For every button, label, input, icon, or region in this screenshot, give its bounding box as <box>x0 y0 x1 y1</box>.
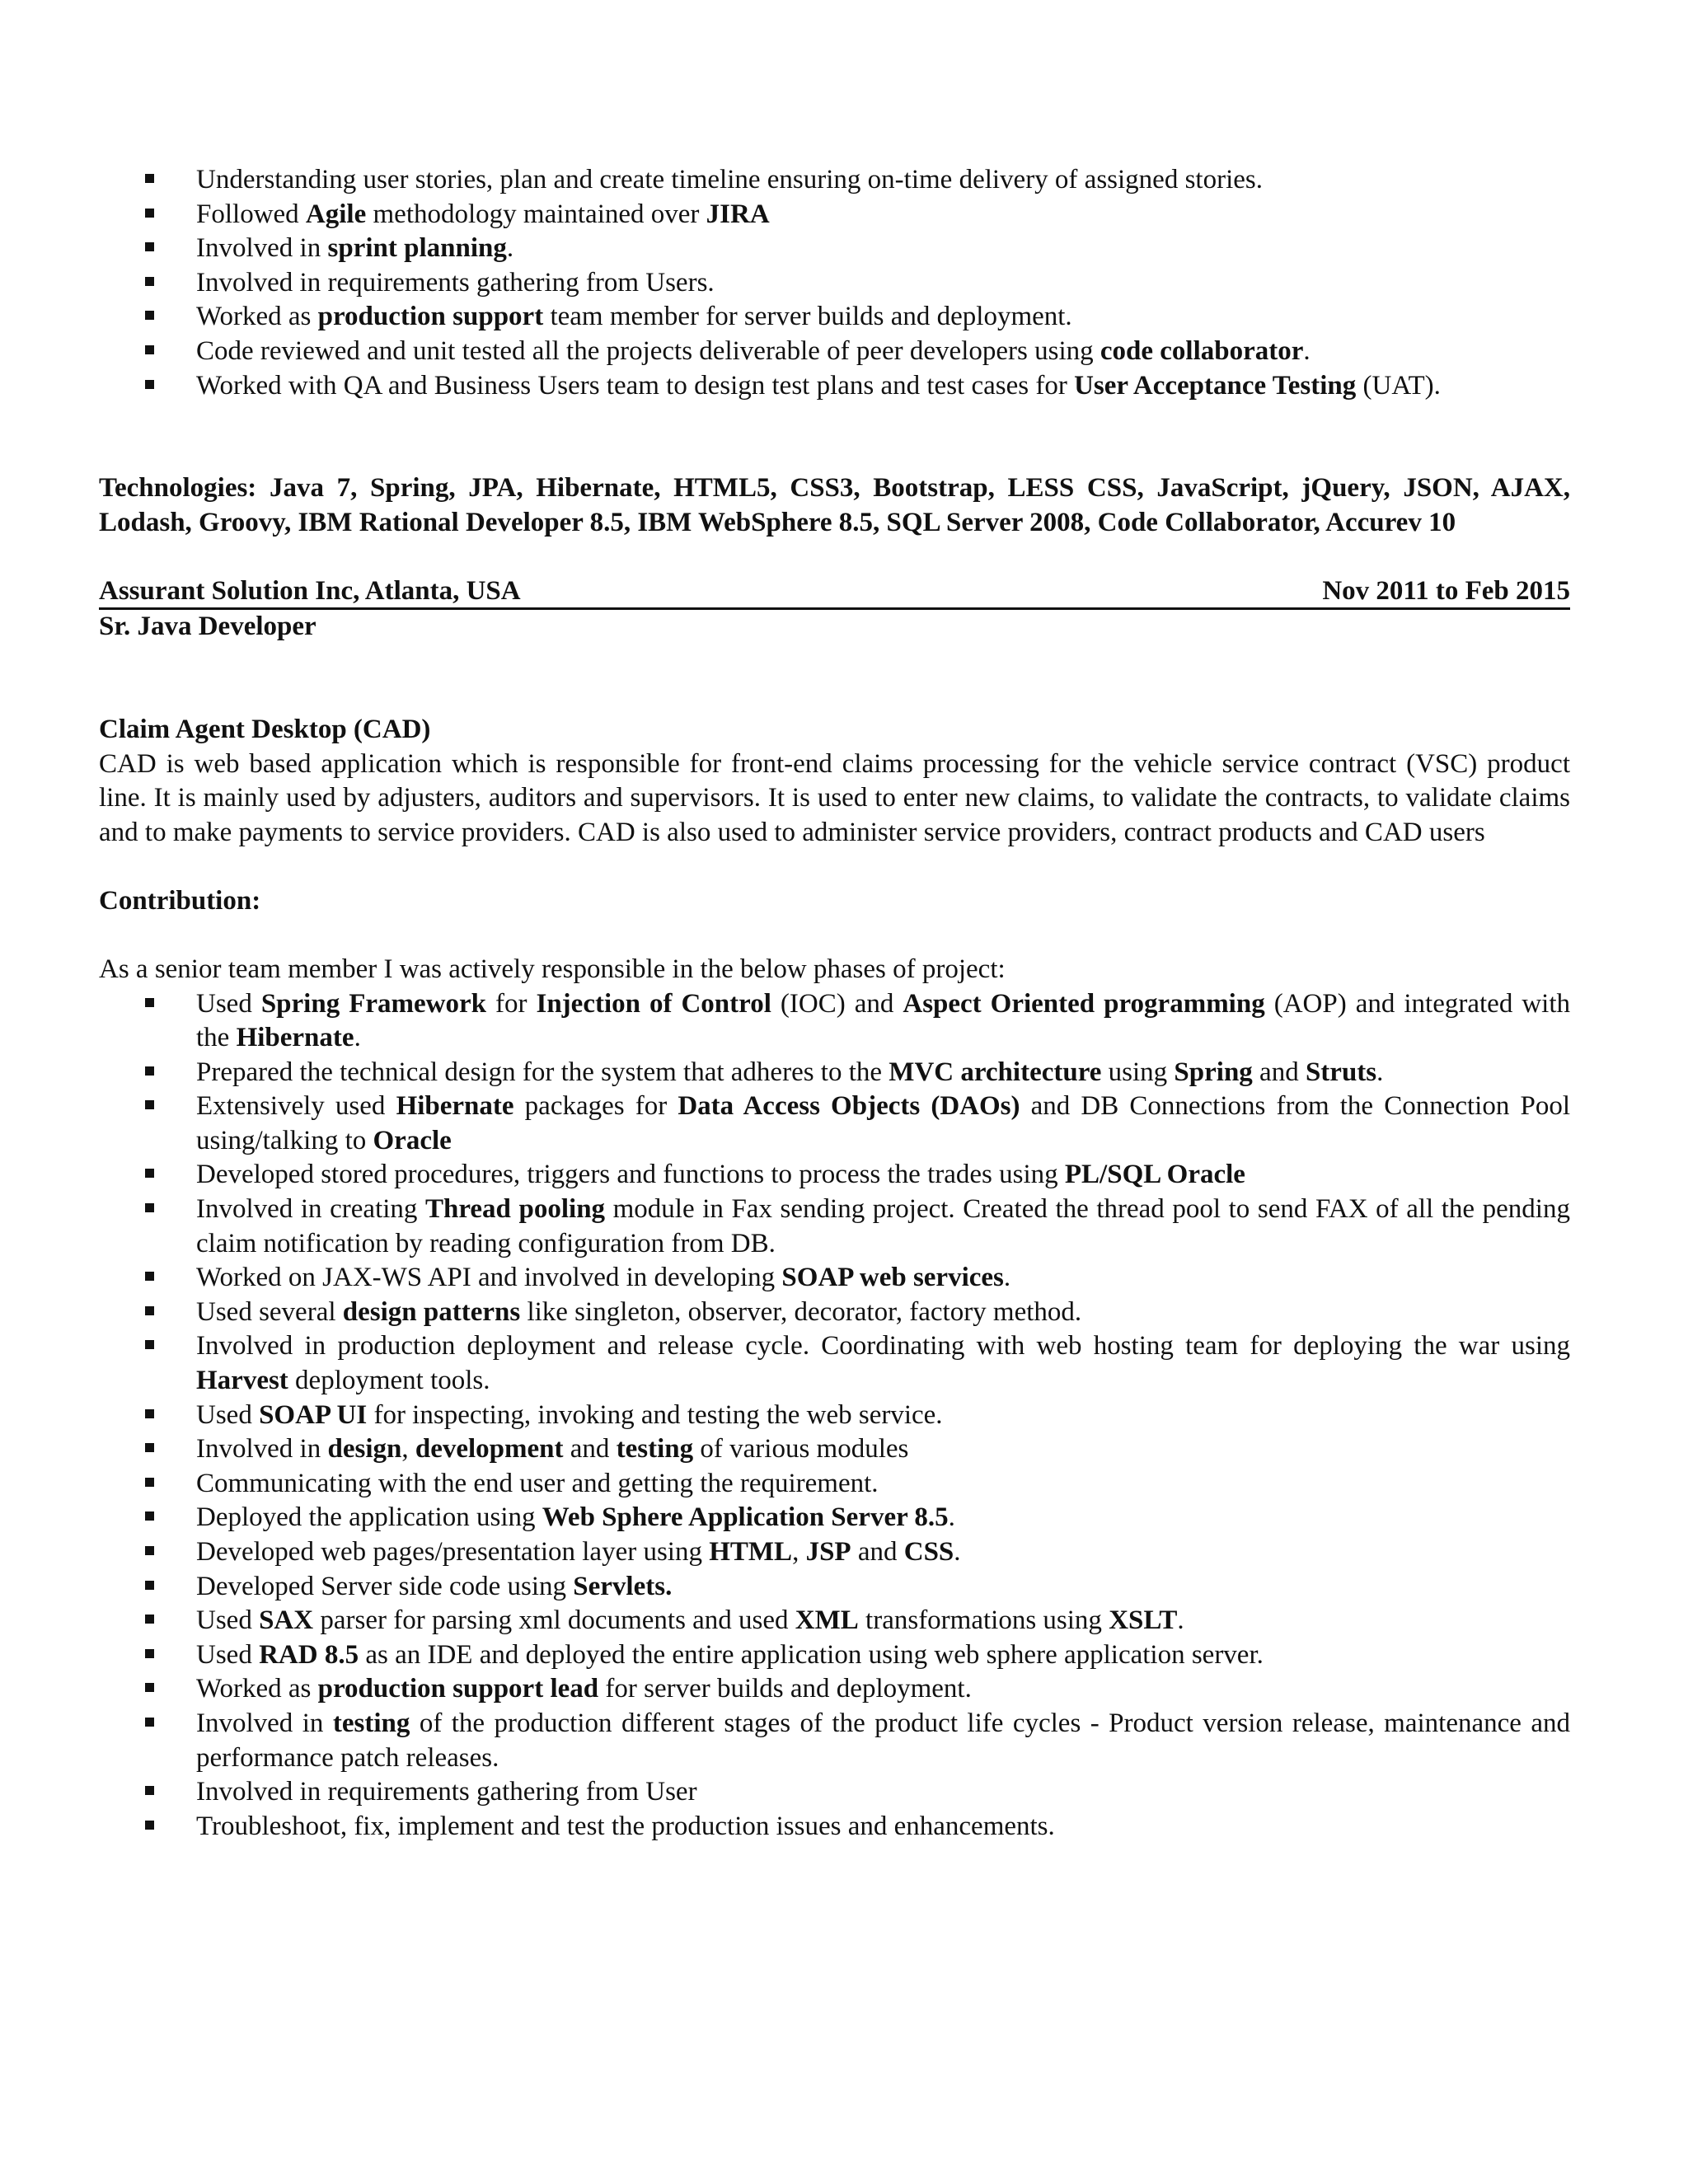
bold-text: Oracle <box>373 1125 452 1155</box>
list-item <box>196 232 1570 266</box>
list-item <box>196 369 1570 404</box>
text: Developed Server side code using <box>196 1571 574 1601</box>
bold-text: Harvest <box>196 1366 288 1396</box>
list-item <box>196 1193 1570 1261</box>
responsibilities-list <box>99 163 1570 403</box>
list-item <box>196 1090 1570 1158</box>
project-description: CAD is web based application which is responsible for front-end claims processing for the vehicle service contract (VSC) product line. It is mainly used by adjusters, auditors and supervisors. It is used to enter new claims, to validate the contracts, to validate claims and to make payments to service providers. CAD is also used to administer service providers, contract products and CAD users <box>99 748 1570 847</box>
text: Code reviewed and unit tested all the projects deliverable of peer developers using <box>196 335 1100 366</box>
job-role: Sr. Java Developer <box>99 612 316 642</box>
text: for <box>485 988 537 1019</box>
text: . <box>1303 335 1311 366</box>
bold-text: code collaborator <box>1100 335 1304 366</box>
bold-text: JSP <box>805 1537 851 1567</box>
text: Involved in <box>196 1434 328 1465</box>
company-name: Assurant Solution Inc, Atlanta, USA <box>99 576 521 607</box>
text: . <box>948 1502 955 1533</box>
bold-text: HTML <box>709 1537 793 1567</box>
bold-text: Injection of Control <box>536 988 771 1019</box>
list-item <box>196 1604 1570 1638</box>
bold-text: CSS <box>903 1537 954 1567</box>
bold-text: design patterns <box>342 1296 521 1327</box>
text: . <box>1003 1263 1011 1293</box>
job-header <box>99 574 1570 610</box>
bold-text: RAD 8.5 <box>259 1639 359 1670</box>
text: and <box>851 1537 904 1567</box>
text: , <box>792 1537 806 1567</box>
list-item <box>196 1467 1570 1502</box>
technologies-line: Technologies: Java 7, Spring, JPA, Hibernate, HTML5, CSS3, Bootstrap, LESS CSS, JavaScript, jQuery, JSON, AJAX, Lodash, Groovy, IBM Rational Developer 8.5, IBM WebSphere 8.5, SQL Server 2008, Code Collaborator, Accurev 10 <box>99 473 1570 537</box>
text: Used <box>196 988 261 1019</box>
bold-text: production support <box>317 302 544 332</box>
list-item <box>196 1501 1570 1535</box>
contribution-intro: As a senior team member I was actively responsible in the below phases of project: <box>99 954 1006 984</box>
text: and <box>1252 1057 1306 1087</box>
text: Developed stored procedures, triggers and functions to process the trades using <box>196 1160 1065 1190</box>
text: Used <box>196 1639 260 1670</box>
bold-text: Aspect Oriented programming <box>903 988 1265 1019</box>
list-item <box>196 987 1570 1056</box>
bold-text: User Acceptance Testing <box>1074 370 1357 401</box>
text: Used <box>196 1399 260 1430</box>
bold-text: SOAP UI <box>259 1399 368 1430</box>
bold-text: Thread pooling <box>425 1194 606 1225</box>
text: module in Fax sending project. Created the thread pool to send FAX of all the pending claim notification by reading configuration from DB. <box>196 1194 1570 1258</box>
bold-text: Hibernate <box>236 1023 354 1053</box>
text: . <box>354 1023 361 1053</box>
text: Involved in creating <box>196 1194 425 1225</box>
bold-text: Data Access Objects (DAOs) <box>678 1091 1020 1122</box>
text: of the production different stages of the product life cycles - Product version release, maintenance and performance patch releases. <box>196 1708 1570 1773</box>
bold-text: Web Sphere Application Server 8.5 <box>542 1502 949 1533</box>
bold-text: Spring <box>1174 1057 1253 1087</box>
list-item <box>196 335 1570 369</box>
text: Involved in requirements gathering from User <box>196 1777 697 1807</box>
list-item <box>196 1707 1570 1775</box>
text: . <box>954 1537 961 1567</box>
text: Extensively used <box>196 1091 396 1122</box>
bold-text: SOAP web services <box>781 1263 1004 1293</box>
text: deployment tools. <box>288 1366 490 1396</box>
list-item <box>196 198 1570 232</box>
bold-text: sprint planning <box>327 233 507 264</box>
text: methodology maintained over <box>366 199 706 229</box>
text: Used several <box>196 1296 343 1327</box>
text: Followed <box>196 199 306 229</box>
list-item <box>196 1570 1570 1605</box>
contribution-heading: Contribution: <box>99 886 261 916</box>
bold-text: SAX <box>259 1605 314 1636</box>
bold-text: Agile <box>305 199 367 229</box>
text: Prepared the technical design for the system that adheres to the <box>196 1057 889 1087</box>
bold-text: production support lead <box>317 1674 599 1704</box>
resume-content <box>99 163 1570 1844</box>
text: . <box>506 233 514 264</box>
text: transformations using <box>858 1605 1109 1636</box>
text: (AOP) and integrated with the <box>196 988 1570 1053</box>
bold-text: design <box>327 1434 402 1465</box>
text: Worked with QA and Business Users team to design test plans and test cases for <box>196 370 1075 401</box>
text: using <box>1101 1057 1175 1087</box>
text: parser for parsing xml documents and used <box>313 1605 795 1636</box>
list-item <box>196 1296 1570 1330</box>
text: Used <box>196 1605 260 1636</box>
text: of various modules <box>693 1434 909 1465</box>
list-item <box>196 163 1570 198</box>
text: Worked as <box>196 302 318 332</box>
text: Involved in requirements gathering from Users. <box>196 267 715 298</box>
bold-text: PL/SQL Oracle <box>1064 1160 1245 1190</box>
text: . <box>1177 1605 1184 1636</box>
list-item <box>196 266 1570 301</box>
bold-text: JIRA <box>706 199 770 229</box>
bold-text: Struts <box>1305 1057 1377 1087</box>
list-item <box>196 1775 1570 1810</box>
text: Developed web pages/presentation layer using <box>196 1537 710 1567</box>
list-item <box>196 1158 1570 1193</box>
bold-text: Servlets. <box>573 1571 673 1601</box>
bold-text: XSLT <box>1109 1605 1178 1636</box>
list-item <box>196 1672 1570 1707</box>
list-item <box>196 1810 1570 1844</box>
text: (IOC) and <box>771 988 903 1019</box>
list-item <box>196 1056 1570 1090</box>
text: and <box>563 1434 617 1465</box>
list-item <box>196 300 1570 335</box>
list-item <box>196 1399 1570 1433</box>
job-dates: Nov 2011 to Feb 2015 <box>1322 576 1570 607</box>
bold-text: testing <box>332 1708 410 1738</box>
bold-text: XML <box>795 1605 859 1636</box>
bold-text: Hibernate <box>396 1091 514 1122</box>
bold-text: testing <box>616 1434 694 1465</box>
text: team member for server builds and deployment. <box>543 302 1072 332</box>
text: for inspecting, invoking and testing the web service. <box>367 1399 943 1430</box>
text: Worked on JAX-WS API and involved in developing <box>196 1263 782 1293</box>
list-item <box>196 1638 1570 1673</box>
text: for server builds and deployment. <box>598 1674 972 1704</box>
text: as an IDE and deployed the entire application using web sphere application server. <box>359 1639 1264 1670</box>
bold-text: MVC architecture <box>889 1057 1102 1087</box>
text: like singleton, observer, decorator, factory method. <box>520 1296 1082 1327</box>
list-item <box>196 1432 1570 1467</box>
text: Involved in <box>196 1708 333 1738</box>
contribution-list <box>99 987 1570 1844</box>
project-title: Claim Agent Desktop (CAD) <box>99 714 431 744</box>
text: packages for <box>513 1091 678 1122</box>
text: (UAT). <box>1356 370 1441 401</box>
text: Deployed the application using <box>196 1502 542 1533</box>
text: Troubleshoot, fix, implement and test the production issues and enhancements. <box>196 1811 1055 1841</box>
list-item <box>196 1535 1570 1570</box>
text: Worked as <box>196 1674 318 1704</box>
text: Involved in <box>196 233 328 264</box>
text: and DB Connections from the Connection Pool using/talking to <box>196 1091 1570 1155</box>
text: , <box>401 1434 415 1465</box>
text: Understanding user stories, plan and create timeline ensuring on-time delivery of assigned stories. <box>196 165 1263 194</box>
text: Involved in production deployment and release cycle. Coordinating with web hosting team for deploying the war using <box>196 1331 1570 1361</box>
bold-text: Spring Framework <box>260 988 486 1019</box>
bold-text: development <box>415 1434 564 1465</box>
list-item <box>196 1329 1570 1398</box>
text: . <box>1376 1057 1384 1087</box>
text: Communicating with the end user and getting the requirement. <box>196 1468 879 1498</box>
list-item <box>196 1261 1570 1296</box>
